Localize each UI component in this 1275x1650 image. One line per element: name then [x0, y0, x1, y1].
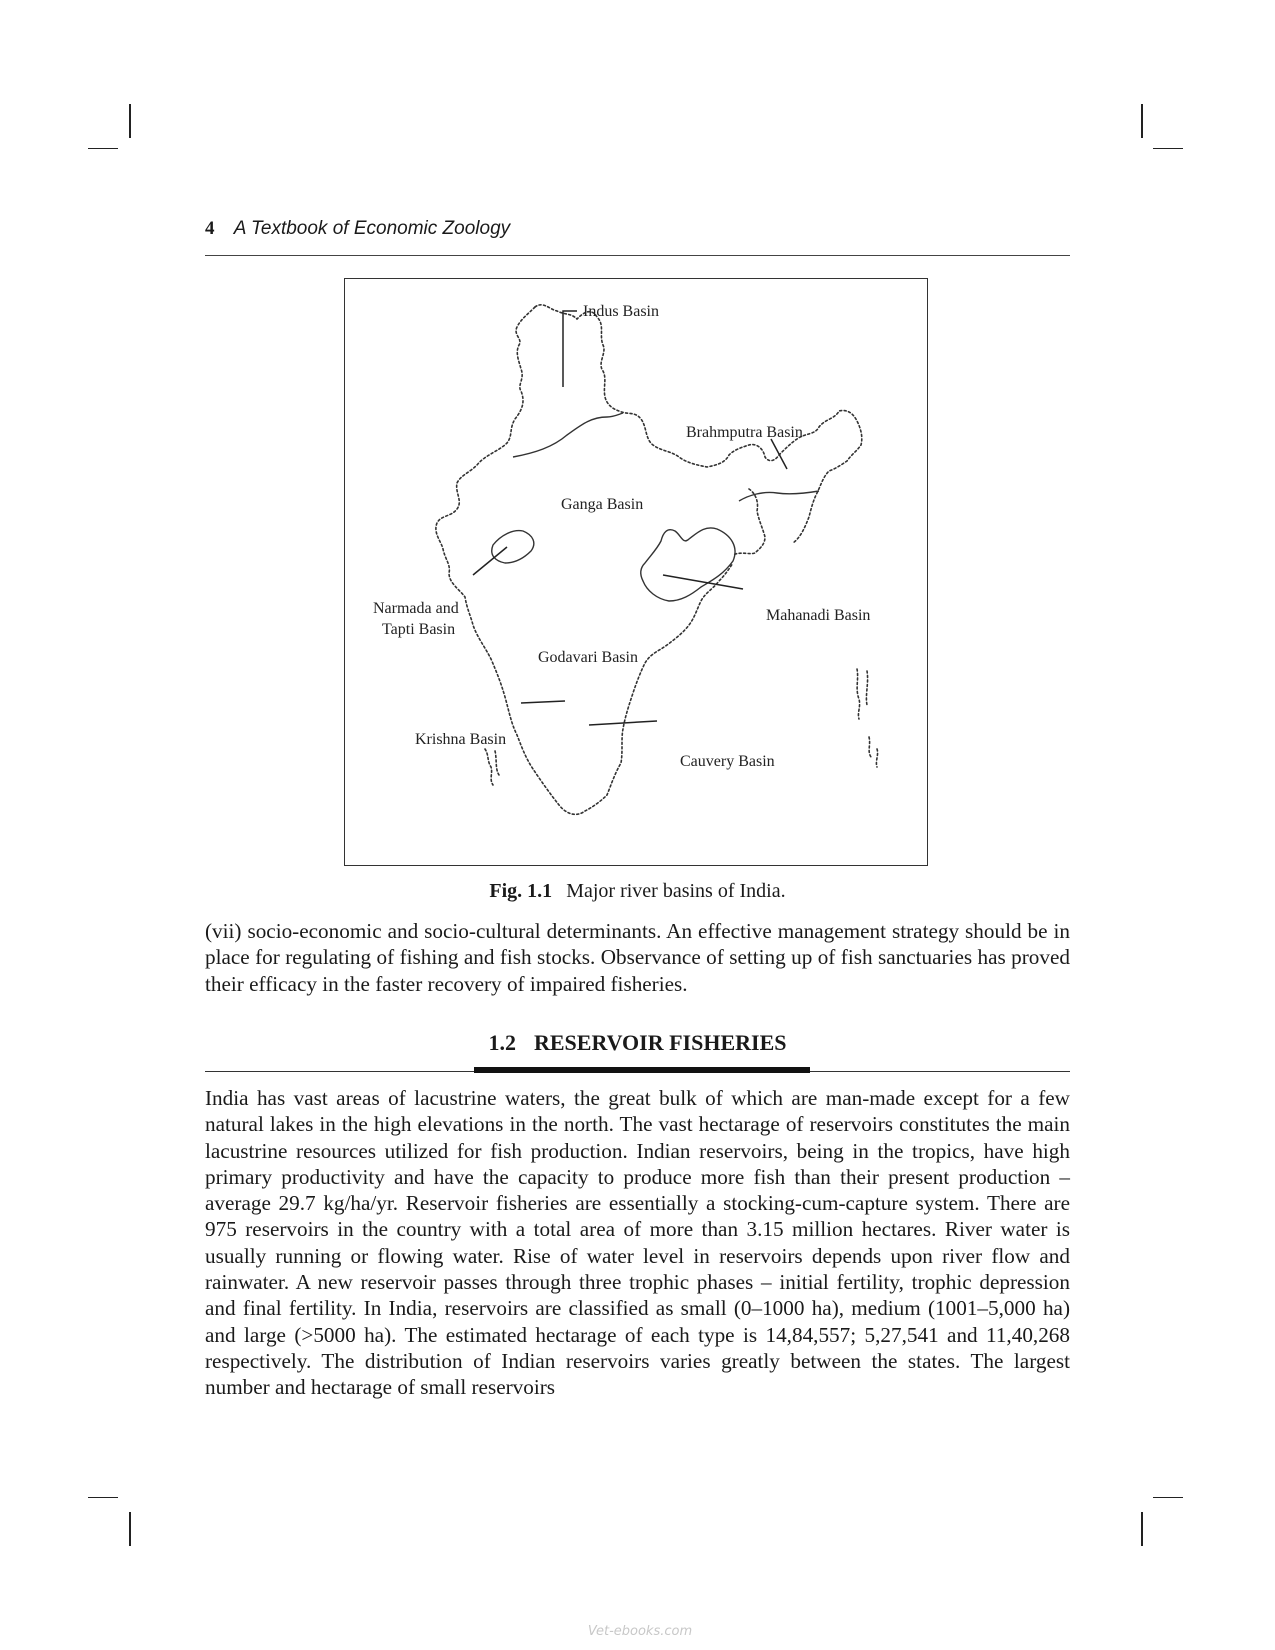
label-ganga-basin: Ganga Basin	[561, 496, 644, 513]
crop-mark-bottom-left-vertical	[129, 1512, 131, 1546]
brahmputra-leader	[771, 439, 787, 469]
label-narmada-line1: Narmada and	[373, 600, 459, 617]
crop-mark-bottom-right-vertical	[1141, 1512, 1143, 1546]
label-indus-basin: Indus Basin	[583, 303, 659, 320]
watermark-logo: Vet-ebooks.com	[587, 1624, 693, 1639]
label-krishna-basin: Krishna Basin	[415, 731, 507, 748]
mahanadi-leader	[663, 575, 743, 589]
crop-mark-top-right-vertical	[1141, 104, 1143, 138]
section-number: 1.2	[488, 1030, 516, 1055]
paragraph-determinants: (vii) socio-economic and socio-cultural determinants. An effective management strategy should be in place for regulating of fishing and fish stocks. Observance of setting up of fish sanctuaries has proved their efficacy in the faster recovery of impaired fisheries.	[205, 919, 1070, 996]
label-cauvery-basin: Cauvery Basin	[680, 753, 775, 770]
narmada-leader	[473, 547, 507, 575]
paragraph-reservoir-fisheries: India has vast areas of lacustrine waters, the great bulk of which are man-made except for a few natural lakes in the high elevations in the north. The vast hectarage of reservoirs constitutes the main lacustrine resources utilized for fish production. Indian reservoirs, being in the tropics, have high primary productivity and have the capacity to produce more fish than their present production – average 29.7 kg/ha/yr. Reservoir fisheries are essentially a stocking-cum-capture system. There are 975 reservoirs in the country with a total area of more than 3.15 million hectares. River water is usually running or flowing water. Rise of water level in reservoirs depends upon river flow and rainwater. A new reservoir passes through three trophic phases – initial fertility, trophic depression and final fertility. In India, reservoirs are classified as small (0–1000 ha), medium (1001–5,000 ha) and large (>5000 ha). The estimated hectarage of each type is 14,84,557; 5,27,541 and 11,40,268 respectively. The distribution of Indian reservoirs varies greatly between the states. The largest number and hectarage of small reservoirs	[205, 1086, 1070, 1400]
figure-caption	[205, 880, 1070, 903]
book-title: A Textbook of Economic Zoology	[233, 218, 511, 239]
crop-mark-top-right-horizontal	[1153, 148, 1183, 149]
india-river-basins-map	[345, 279, 929, 867]
crop-mark-bottom-right-horizontal	[1153, 1497, 1183, 1498]
krishna-leader	[521, 701, 565, 703]
indus-ganga-divide	[513, 413, 623, 457]
section-heading	[205, 1030, 1070, 1056]
figure-number: Fig. 1.1	[489, 880, 553, 902]
nicobar-islands	[869, 737, 878, 767]
section-rule-thick	[474, 1067, 810, 1073]
indus-leader	[563, 311, 577, 387]
andaman-islands	[857, 669, 868, 719]
page-number: 4	[205, 218, 215, 239]
brahmaputra-divide	[739, 491, 819, 501]
section-title-text: RESERVOIR FISHERIES	[534, 1030, 787, 1055]
label-brahmputra-basin: Brahmputra Basin	[686, 424, 803, 441]
figure-frame	[344, 278, 928, 866]
crop-mark-top-left-horizontal	[88, 148, 118, 149]
running-head	[205, 218, 1070, 240]
label-mahanadi-basin: Mahanadi Basin	[766, 607, 871, 624]
label-narmada-line2: Tapti Basin	[382, 621, 456, 638]
crop-mark-bottom-left-horizontal	[88, 1497, 118, 1498]
figure-caption-text: Major river basins of India.	[566, 880, 786, 902]
narmada-outline	[492, 531, 534, 563]
crop-mark-top-left-vertical	[129, 104, 131, 138]
header-rule	[205, 255, 1070, 256]
mahanadi-outline	[641, 528, 735, 601]
cauvery-leader	[589, 721, 657, 725]
label-godavari-basin: Godavari Basin	[538, 649, 638, 666]
lakshadweep-islands	[485, 749, 499, 785]
northeast-lower	[733, 489, 765, 555]
